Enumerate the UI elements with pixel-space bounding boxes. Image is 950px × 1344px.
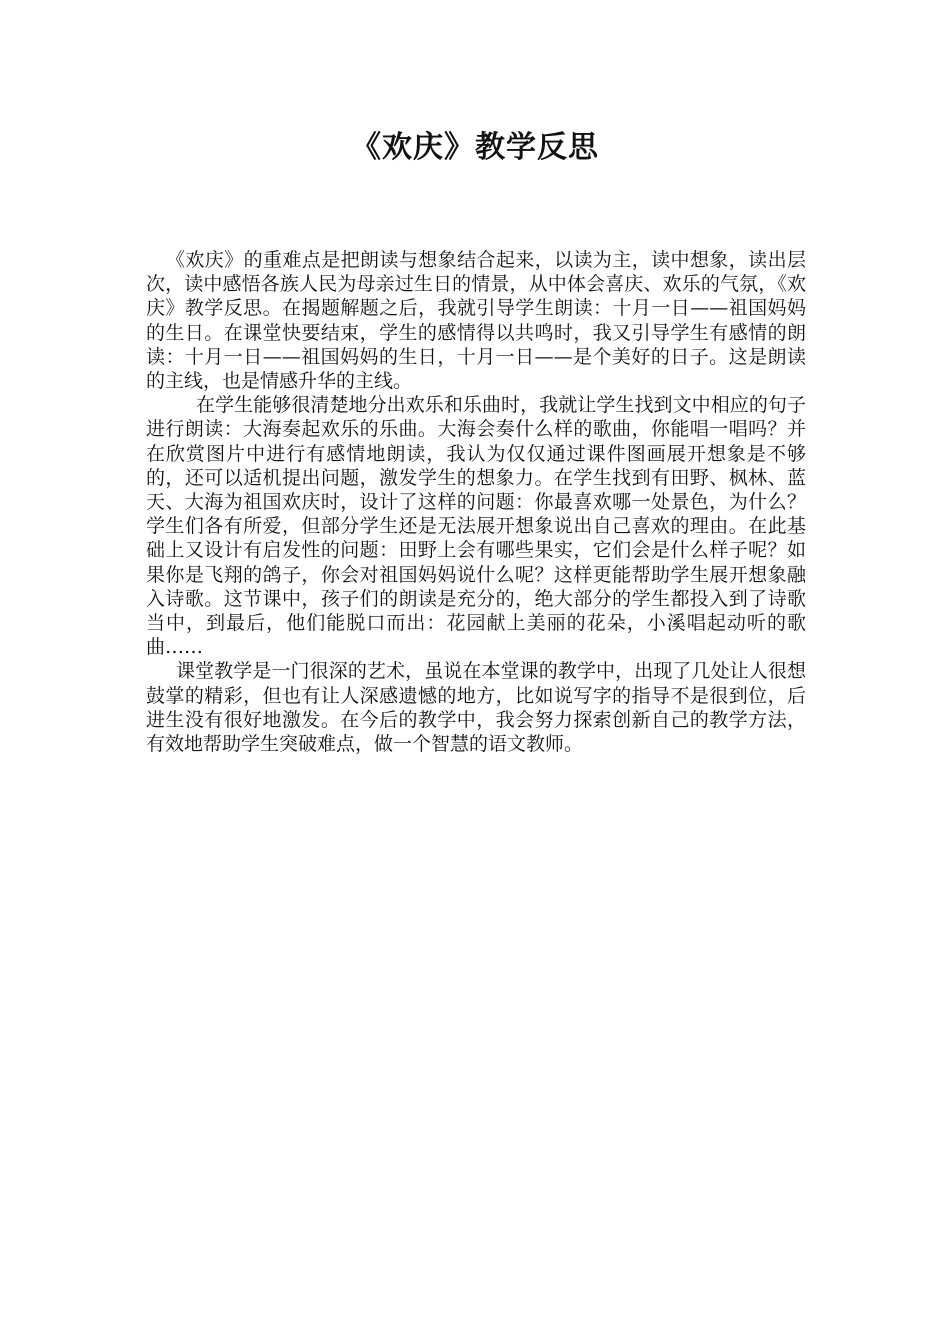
paragraph-imagination: 在学生能够很清楚地分出欢乐和乐曲时，我就让学生找到文中相应的句子进行朗读：大海奏起欢乐的乐曲。大海会奏什么样的歌曲，你能唱一唱吗？并在欣赏图片中进行有感情地朗读，我认为仅仅通过课件图画展开想象是不够的，还可以适机提出问题，激发学生的想象力。在学生找到有田野、枫林、蓝天、大海为祖国欢庆时，设计了这样的问题：你最喜欢哪一处景色，为什么？学生们各有所爱，但部分学生还是无法展开想象说出自己喜欢的理由。在此基础上又设计有启发性的问题：田野上会有哪些果实，它们会是什么样子呢？如果你是飞翔的鸽子，你会对祖国妈妈说什么呢？这样更能帮助学生展开想象融入诗歌。这节课中，孩子们的朗读是充分的，绝大部分的学生都投入到了诗歌当中，到最后，他们能脱口而出：花园献上美丽的花朵，小溪唱起动听的歌曲……: [146, 394, 806, 659]
paragraph-conclusion: 课堂教学是一门很深的艺术，虽说在本堂课的教学中，出现了几处让人很想鼓掌的精彩，但也有让人深感遗憾的地方，比如说写字的指导不是很到位，后进生没有很好地激发。在今后的教学中，我会努力探索创新自己的教学方法，有效地帮助学生突破难点，做一个智慧的语文教师。: [146, 660, 806, 756]
document-title: 《欢庆》教学反思: [351, 130, 599, 165]
document-body: [146, 248, 806, 756]
paragraph-intro: 《欢庆》的重难点是把朗读与想象结合起来，以读为主，读中想象，读出层次，读中感悟各族人民为母亲过生日的情景，从中体会喜庆、欢乐的气氛，《欢庆》教学反思。在揭题解题之后，我就引导学生朗读：十月一日——祖国妈妈的生日。在课堂快要结束，学生的感情得以共鸣时，我又引导学生有感情的朗读：十月一日——祖国妈妈的生日，十月一日——是个美好的日子。这是朗读的主线，也是情感升华的主线。: [146, 249, 806, 393]
